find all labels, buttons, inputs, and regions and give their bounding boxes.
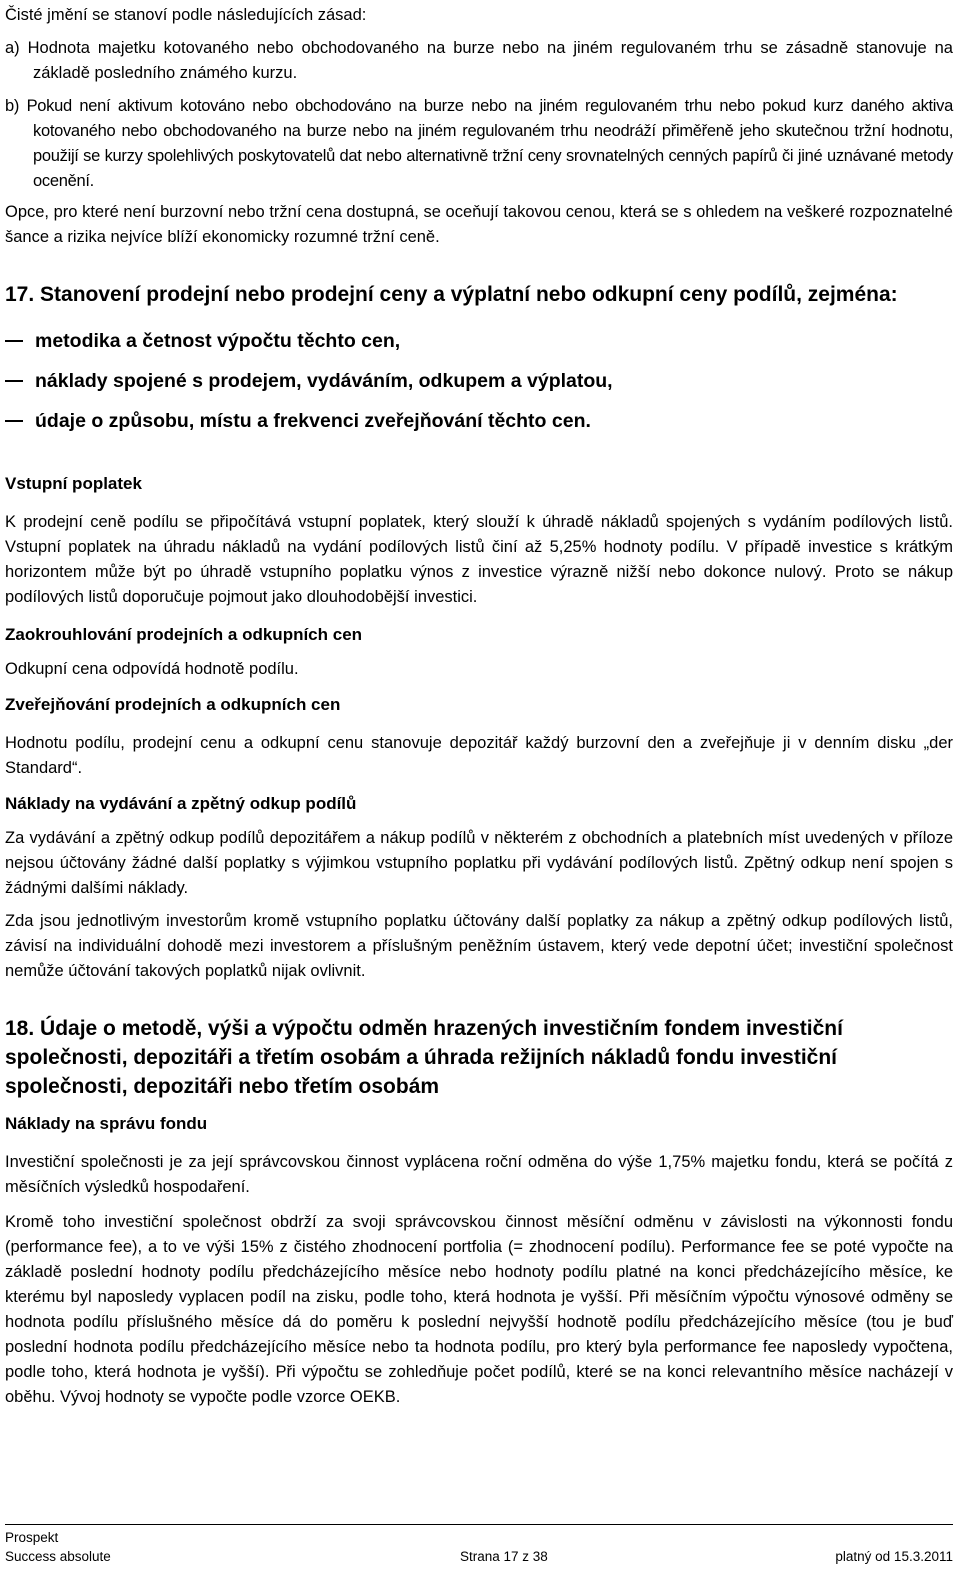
costs-text-2: Zda jsou jednotlivým investorům kromě vstupního poplatku účtovány další poplatky za nákup a zpětný odkup podílových listů, závisí na individuální dohodě mezi investorem a příslušným peněžním ústavem, který vede depotní účet; investiční společnost nemůže účtování takových poplatků nijak ovlivnit. [5, 912, 953, 980]
item-b: b) Pokud není aktivum kotováno nebo obchodováno na burze nebo na jiném regulovaném trhu nebo pokud kurz daného aktiva kotovaného nebo obchodovaného na burze nebo na jiném regulovaném trhu neodráží přiměřeně jeho skutečnou tržní hodnotu, použijí se kurzy spolehlivých poskytovatelů dat nebo alternativně tržní ceny srovnatelných cenných papírů či jiné uznávané metody ocenění. [5, 97, 953, 190]
section-17-list-item [5, 367, 953, 395]
publish-heading: Zveřejňování prodejních a odkupních cen [5, 695, 341, 714]
footer-fund-name: Success absolute [5, 1549, 111, 1564]
options-paragraph: Opce, pro které není burzovní nebo tržní cena dostupná, se oceňují takovou cenou, která se s ohledem na veškeré rozpoznatelné šance a rizika nejvíce blíží ekonomicky rozumné tržní ceně. [5, 203, 953, 246]
footer-doc-type: Prospekt [5, 1530, 59, 1545]
footer-valid-date: platný od 15.3.2011 [835, 1549, 953, 1564]
publish-text: Hodnotu podílu, prodejní cenu a odkupní cenu stanovuje depozitář každý burzovní den a zveřejňuje ji v denním disku „der Standard“. [5, 734, 953, 777]
page-footer [5, 1524, 953, 1566]
section-17-list-item [5, 327, 953, 355]
mgmt-fee-text-2: Kromě toho investiční společnost obdrží za svoji správcovskou činnost měsíční odměnu v závislosti na výkonnosti fondu (performance fee), a to ve výši 15% z čistého zhodnocení portfolia (= zhodnocení podílu). Performance fee se poté vypočte na základě poslední hodnoty podílu předcházejícího měsíce nebo hodnoty podílu platné na konci předcházejícího měsíce, ke kterému byl naposledy vyplacen podíl na zisku, podle toho, která hodnota je vyšší. Při měsíčním výpočtu výnosové odměny se hodnota podílu příslušného měsíce dá do poměru k poslední nejvyšší hodnotě podílu předcházejícího měsíce (tou je buď poslední hodnota podílu předcházejícího měsíce nebo ta hodnota podílu, pro který byla performance fee naposledy vypočtena, podle toho, která hodnota je vyšší). Při výpočtu se zohledňuje počet podílů, které se na konci relevantního měsíce nacházejí v oběhu. Vývoj hodnoty se vypočte podle vzorce OEKB. [5, 1213, 953, 1406]
mgmt-fee-heading: Náklady na správu fondu [5, 1114, 208, 1133]
costs-heading: Náklady na vydávání a zpětný odkup podílů [5, 794, 357, 813]
intro-heading: Čisté jmění se stanoví podle následujících zásad: [5, 6, 367, 24]
dash-icon [5, 380, 23, 382]
list-item-text: metodika a četnost výpočtu těchto cen, [35, 330, 401, 352]
section-18-title: 18. Údaje o metodě, výši a výpočtu odměn hrazených investičním fondem investiční společnosti, depozitáři a třetím osobám a úhrada režijních nákladů fondu investiční společnosti, depozitáři nebo třetím osobám [5, 1017, 843, 1098]
footer-page-number: Strana 17 z 38 [460, 1549, 548, 1564]
document-page [5, 3, 953, 1410]
dash-icon [5, 340, 23, 342]
entry-fee-text: K prodejní ceně podílu se připočítává vstupní poplatek, který slouží k úhradě nákladů spojených s vydáním podílových listů. Vstupní poplatek na úhradu nákladů na vydání podílových listů činí až 5,25% hodnoty podílu. V případě investice s krátkým horizontem může být po úhradě vstupního poplatku výnos z investice výrazně nižší nebo dokonce nulový. Proto se nákup podílových listů doporučuje pojmout jako dlouhodobější investici. [5, 513, 953, 606]
rounding-text: Odkupní cena odpovídá hodnotě podílu. [5, 660, 299, 678]
list-item-text: údaje o způsobu, místu a frekvenci zveřejňování těchto cen. [35, 410, 591, 432]
dash-icon [5, 420, 23, 422]
entry-fee-heading: Vstupní poplatek [5, 474, 142, 493]
list-item-text: náklady spojené s prodejem, vydáváním, odkupem a výplatou, [35, 370, 613, 392]
mgmt-fee-text-1: Investiční společnosti je za její správcovskou činnost vyplácena roční odměna do výše 1,75% majetku fondu, která se počítá z měsíčních výsledků hospodaření. [5, 1153, 953, 1196]
costs-text-1: Za vydávání a zpětný odkup podílů depozitářem a nákup podílů v některém z obchodních a platebních míst uvedených v příloze nejsou účtovány žádné další poplatky s výjimkou vstupního poplatku při vydávání podílových listů. Zpětný odkup není spojen s žádnými dalšími náklady. [5, 829, 953, 897]
item-a: a) Hodnota majetku kotovaného nebo obchodovaného na burze nebo na jiném regulovaném trhu se zásadně stanovuje na základě posledního známého kurzu. [5, 39, 953, 82]
section-17-list-item [5, 407, 953, 435]
section-17-title: 17. Stanovení prodejní nebo prodejní ceny a výplatní nebo odkupní ceny podílů, zejména: [5, 283, 898, 306]
rounding-heading: Zaokrouhlování prodejních a odkupních cen [5, 625, 363, 644]
